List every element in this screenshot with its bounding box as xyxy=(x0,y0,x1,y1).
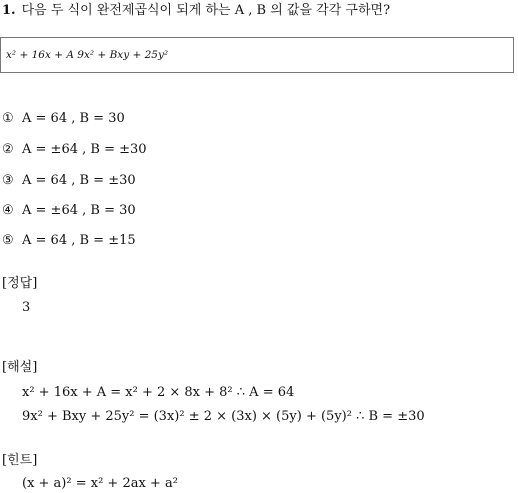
option-4-mark: ④ xyxy=(2,203,14,218)
question-number: 1. xyxy=(2,3,16,18)
option-2-text: A = ±64 , B = ±30 xyxy=(22,142,147,157)
option-1[interactable] xyxy=(2,110,125,128)
option-1-text: A = 64 , B = 30 xyxy=(22,111,125,126)
option-5-mark: ⑤ xyxy=(2,233,14,248)
option-2-mark: ② xyxy=(2,142,14,157)
answer-value: 3 xyxy=(22,300,31,315)
option-2[interactable] xyxy=(2,141,147,159)
option-4-text: A = ±64 , B = 30 xyxy=(22,203,136,218)
option-1-mark: ① xyxy=(2,111,14,126)
option-4[interactable] xyxy=(2,202,136,220)
hint-line-1: (x + a)² = x² + 2ax + a² xyxy=(22,476,178,491)
explanation-line-2: 9x² + Bxy + 25y² = (3x)² ± 2 × (3x) × (5y) + (5y)² ∴ B = ±30 xyxy=(22,409,425,424)
given-expressions-box xyxy=(0,37,514,73)
explanation-line-1: x² + 16x + A = x² + 2 × 8x + 8² ∴ A = 64 xyxy=(22,385,295,400)
explanation-label: [해설] xyxy=(2,360,38,375)
option-3[interactable] xyxy=(2,172,136,190)
hint-label: [힌트] xyxy=(2,453,38,468)
option-3-mark: ③ xyxy=(2,173,14,188)
question-text: 다음 두 식이 완전제곱식이 되게 하는 A , B 의 값을 각각 구하면? xyxy=(21,3,391,18)
question xyxy=(2,2,390,20)
answer-label: [정답] xyxy=(2,276,38,291)
option-5-text: A = 64 , B = ±15 xyxy=(22,233,136,248)
given-expressions: x² + 16x + A 9x² + Bxy + 25y² xyxy=(6,49,169,61)
option-3-text: A = 64 , B = ±30 xyxy=(22,173,136,188)
option-5[interactable] xyxy=(2,232,136,250)
